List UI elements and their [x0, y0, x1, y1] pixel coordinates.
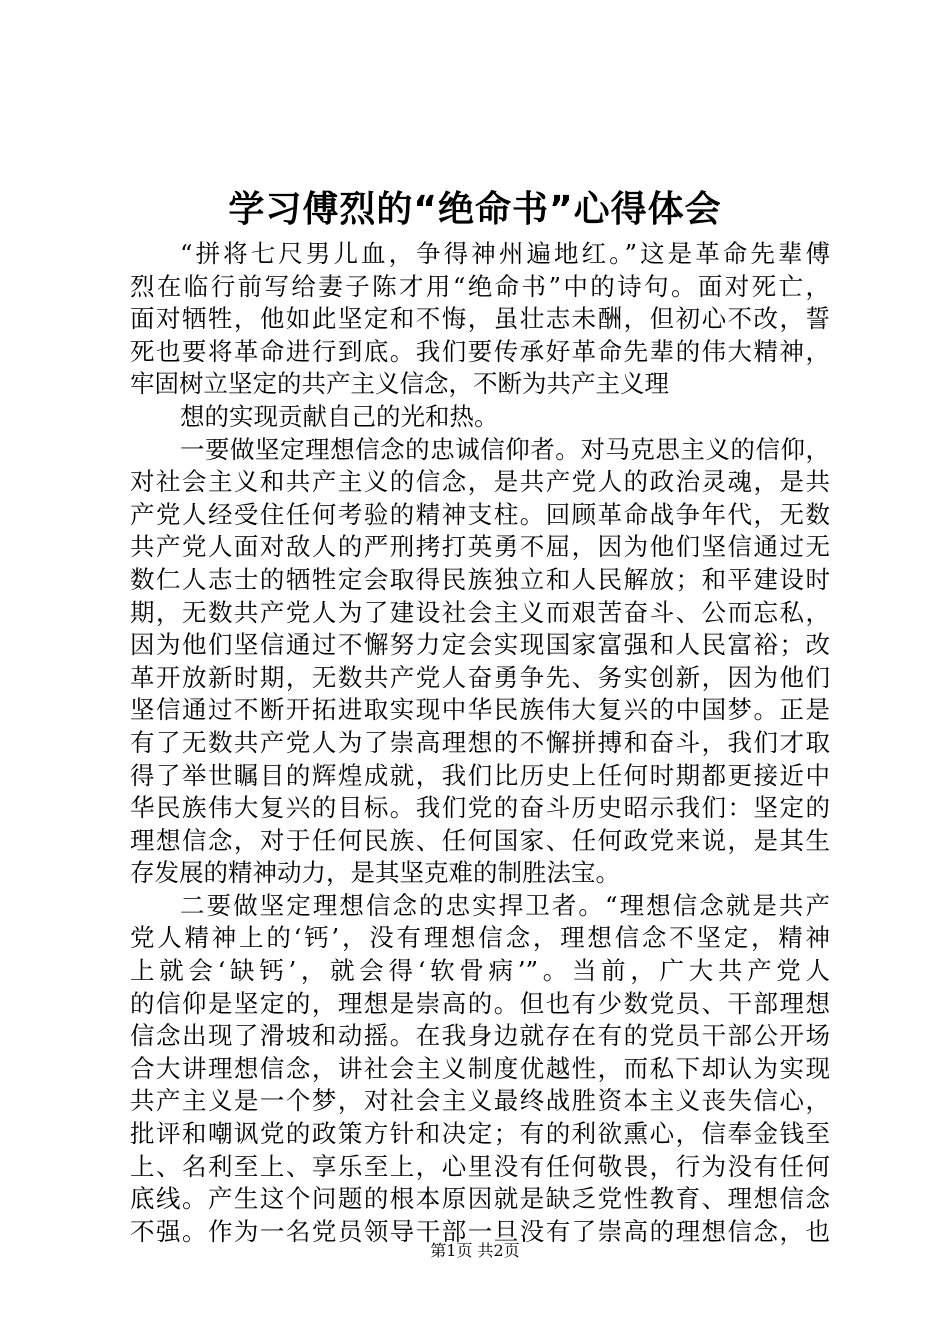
text-line: 革开放新时期，无数共产党人奋勇争先、务实创新，因为他们: [130, 662, 830, 692]
text-line: 底线。产生这个问题的根本原因就是缺乏党性教育、理想信念: [130, 1184, 830, 1214]
text-line: 死也要将革命进行到底。我们要传承好革命先辈的伟大精神，: [130, 336, 830, 366]
text-line: 得了举世瞩目的辉煌成就，我们比历史上任何时期都更接近中: [130, 760, 830, 790]
text-line: 一要做坚定理想信念的忠诚信仰者。对马克思主义的信仰，: [180, 434, 830, 464]
text-line: 上就会‘缺钙’，就会得‘软骨病’”。当前，广大共产党人: [130, 956, 830, 986]
text-line: 党人精神上的‘钙’，没有理想信念，理想信念不坚定，精神: [130, 923, 830, 953]
text-line: 批评和嘲讽党的政策方针和决定；有的利欲熏心，信奉金钱至: [130, 1119, 830, 1149]
text-line: 不强。作为一名党员领导干部一旦没有了崇高的理想信念，也: [130, 1216, 830, 1246]
text-line: 因为他们坚信通过不懈努力定会实现国家富强和人民富裕；改: [130, 630, 830, 660]
text-line: 上、名利至上、享乐至上，心里没有任何敬畏，行为没有任何: [130, 1151, 830, 1181]
text-line: 理想信念，对于任何民族、任何国家、任何政党来说，是其生: [130, 825, 830, 855]
text-line: 合大讲理想信念，讲社会主义制度优越性，而私下却认为实现: [130, 1053, 830, 1083]
text-line: 有了无数共产党人为了崇高理想的不懈拼搏和奋斗，我们才取: [130, 727, 830, 757]
text-line: 坚信通过不断开拓进取实现中华民族伟大复兴的中国梦。正是: [130, 695, 830, 725]
text-line: 共产党人面对敌人的严刑拷打英勇不屈，因为他们坚信通过无: [130, 532, 830, 562]
text-line: 二要做坚定理想信念的忠实捍卫者。“理想信念就是共产: [180, 890, 830, 920]
text-line: 数仁人志士的牺牲定会取得民族独立和人民解放；和平建设时: [130, 564, 830, 594]
text-line: 牢固树立坚定的共产主义信念，不断为共产主义理: [130, 369, 669, 399]
text-line: “拼将七尺男儿血，争得神州遍地红。”这是革命先辈傅: [180, 239, 830, 268]
document-body: [130, 238, 830, 1248]
text-line: 信念出现了滑坡和动摇。在我身边就存在有的党员干部公开场: [130, 1021, 830, 1051]
text-line: 面对牺牲，他如此坚定和不悔，虽壮志未酬，但初心不改，誓: [130, 304, 830, 334]
text-line: 烈在临行前写给妻子陈才用“绝命书”中的诗句。面对死亡，: [130, 271, 830, 301]
text-line: 想的实现贡献自己的光和热。: [180, 401, 499, 431]
text-line: 产党人经受住任何考验的精神支柱。回顾革命战争年代，无数: [130, 499, 830, 529]
document-title: 学习傅烈的“绝命书”心得体会: [228, 189, 722, 230]
text-line: 的信仰是坚定的，理想是崇高的。但也有少数党员、干部理想: [130, 988, 830, 1018]
text-line: 对社会主义和共产主义的信念，是共产党人的政治灵魂，是共: [130, 467, 830, 497]
text-line: 存发展的精神动力，是其坚克难的制胜法宝。: [130, 858, 620, 888]
text-line: 期，无数共产党人为了建设社会主义而艰苦奋斗、公而忘私，: [130, 597, 830, 627]
page-footer: 第1页 共2页: [430, 1241, 520, 1260]
text-line: 共产主义是一个梦，对社会主义最终战胜资本主义丧失信心，: [130, 1086, 830, 1116]
text-line: 华民族伟大复兴的目标。我们党的奋斗历史昭示我们：坚定的: [130, 793, 830, 823]
